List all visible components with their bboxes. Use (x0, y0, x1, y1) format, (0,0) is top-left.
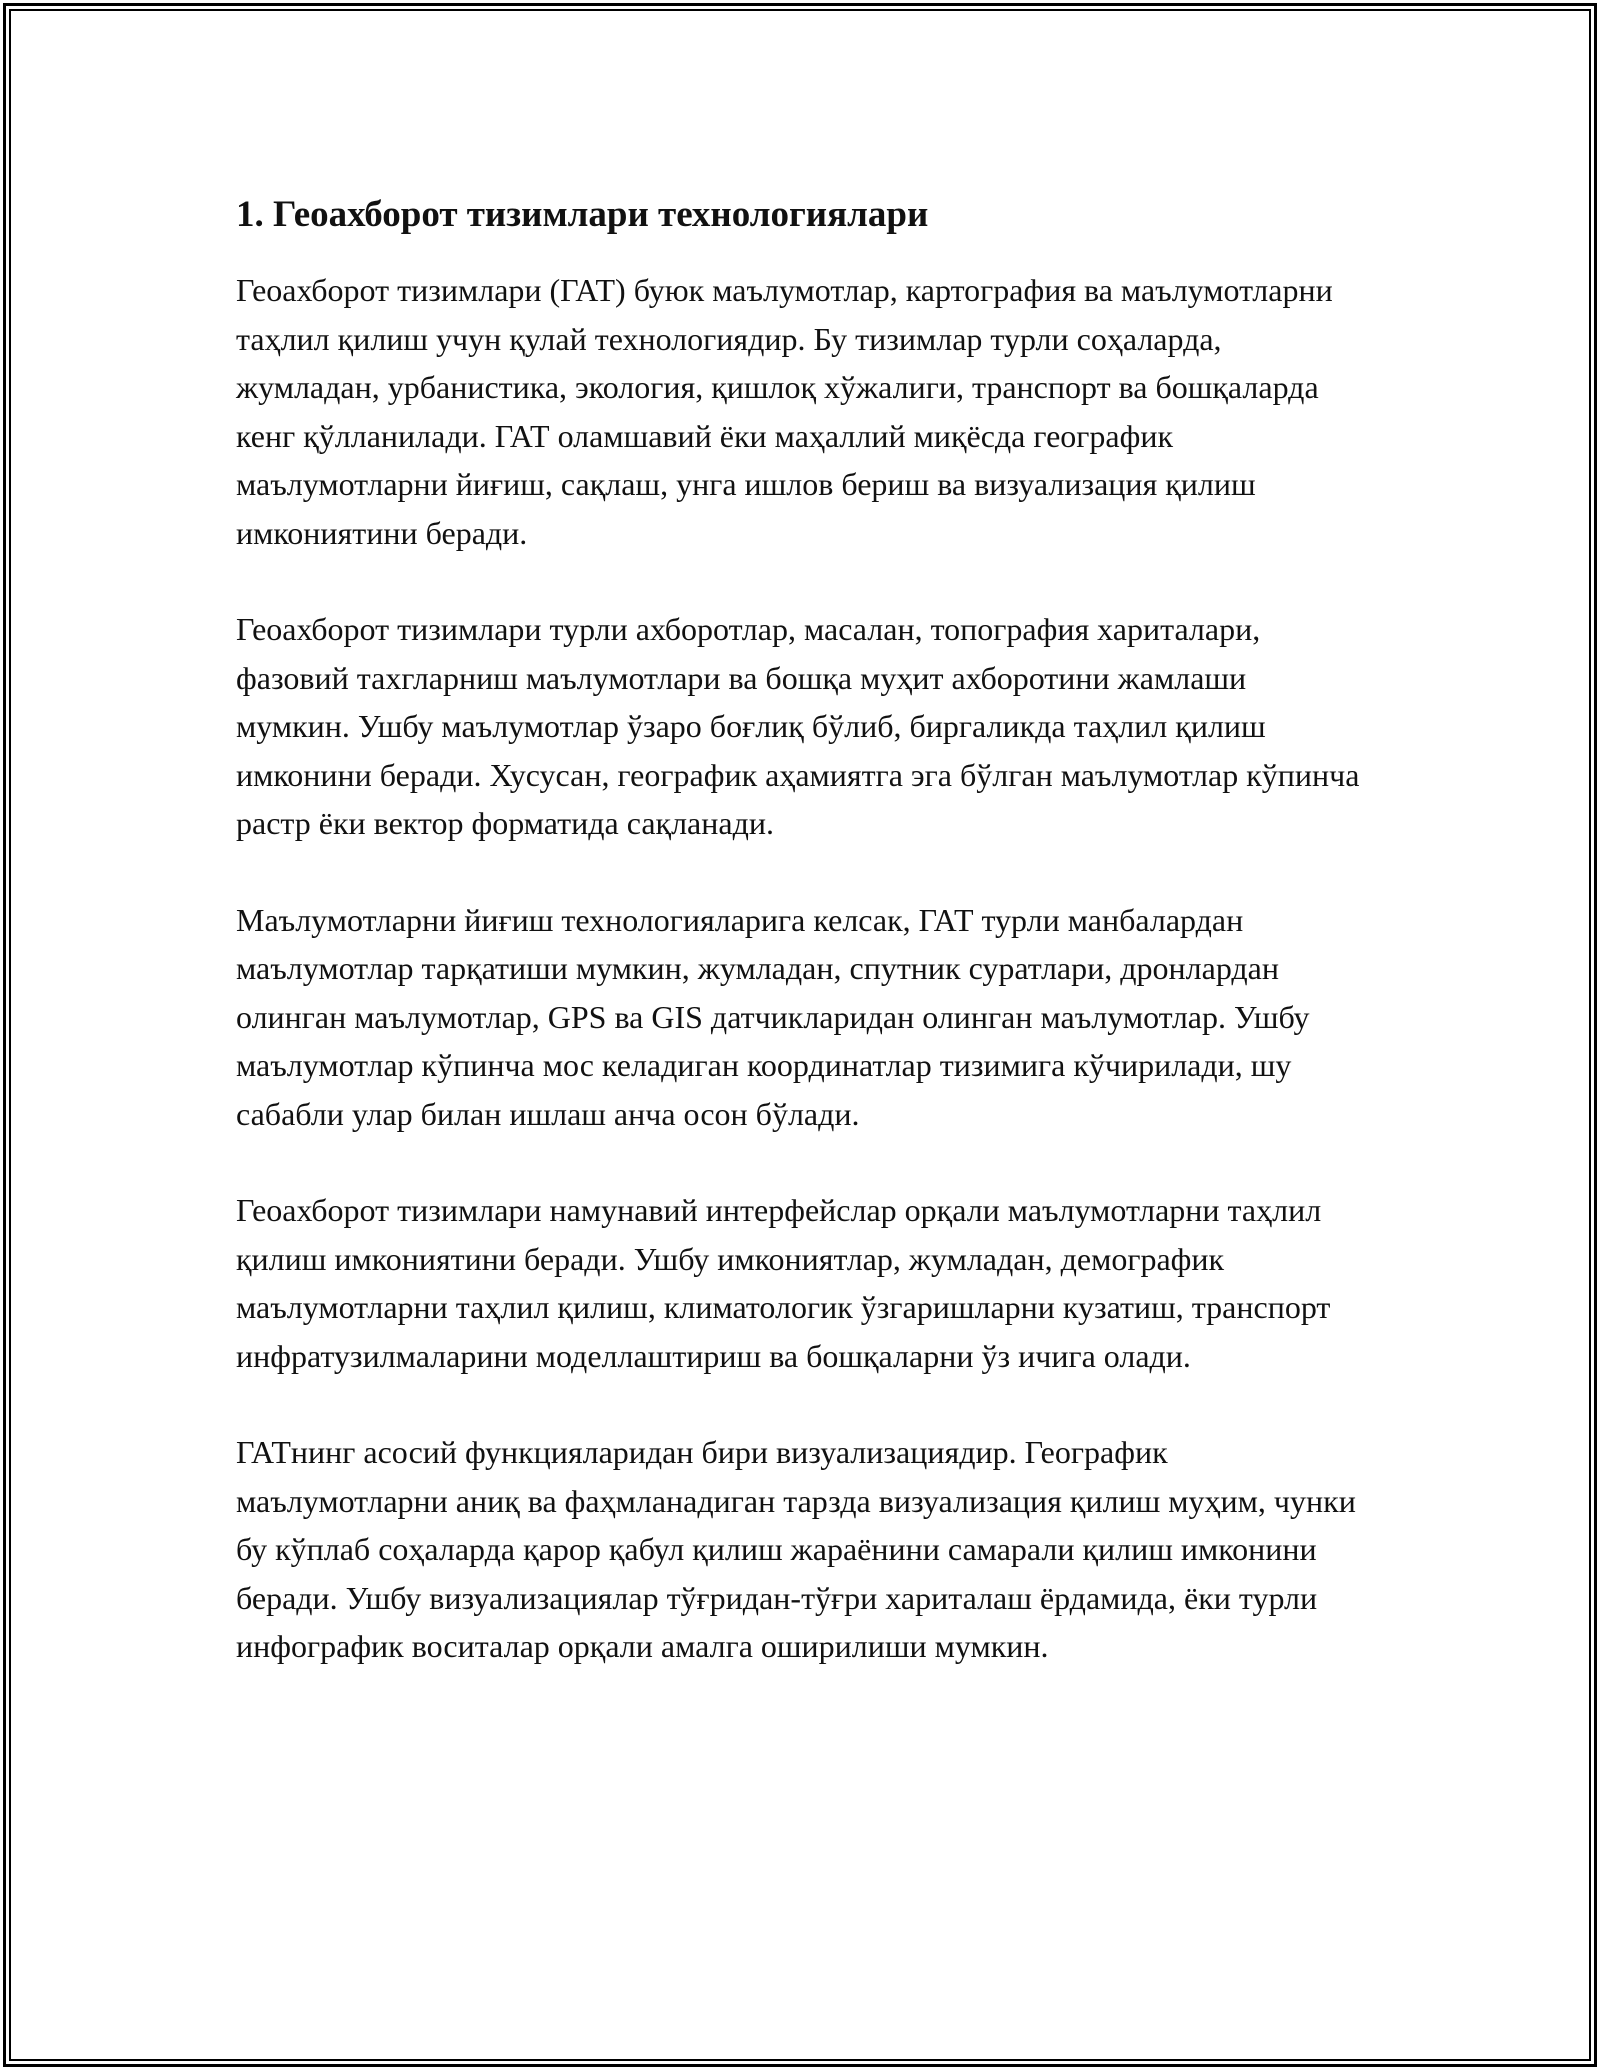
document-body (236, 184, 1366, 1719)
paragraph-1: Геоахборот тизимлари (ГАТ) буюк маълумотлар, картография ва маълумотларни таҳлил қилиш учун қулай технологиядир. Бу тизимлар турли соҳаларда, жумладан, урбанистика, экология, қишлоқ хўжалиги, транспорт ва бошқаларда кенг қўлланилади. ГАТ оламшавий ёки маҳаллий миқёсда географик маълумотларни йиғиш, сақлаш, унга ишлов бериш ва визуализация қилиш имкониятини беради. (236, 272, 1333, 551)
paragraph-5: ГАТнинг асосий функцияларидан бири визуализациядир. Географик маълумотларни аниқ ва фаҳмланадиган тарзда визуализация қилиш муҳим, чунки бу кўплаб соҳаларда қарор қабул қилиш жараёнини самарали қилиш имконини беради. Ушбу визуализациялар тўғридан-тўғри хариталаш ёрдамида, ёки турли инфографик воситалар орқали амалга оширилиши мумкин. (236, 1434, 1356, 1664)
paragraph-2: Геоахборот тизимлари турли ахборотлар, масалан, топография хариталари, фазовий тахгларниш маълумотлари ва бошқа муҳит ахборотини жамлаши мумкин. Ушбу маълумотлар ўзаро боғлиқ бўлиб, биргаликда таҳлил қилиш имконини беради. Хусусан, географик аҳамиятга эга бўлган маълумотлар кўпинча растр ёки вектор форматида сақланади. (236, 611, 1360, 841)
paragraph-4: Геоахборот тизимлари намунавий интерфейслар орқали маълумотларни таҳлил қилиш имкониятини беради. Ушбу имкониятлар, жумладан, демографик маълумотларни таҳлил қилиш, климатологик ўзгаришларни кузатиш, транспорт инфратузилмаларини моделлаштириш ва бошқаларни ўз ичига олади. (236, 1192, 1331, 1374)
paragraph-3: Маълумотларни йиғиш технологияларига келсак, ГАТ турли манбалардан маълумотлар тарқатиши мумкин, жумладан, спутник суратлари, дронлардан олинган маълумотлар, GPS ва GIS датчикларидан олинган маълумотлар. Ушбу маълумотлар кўпинча мос келадиган координатлар тизимига кўчирилади, шу сабабли улар билан ишлаш анча осон бўлади. (236, 901, 1310, 1132)
section-heading: 1. Геоахборот тизимлари технологиялари (236, 194, 929, 235)
